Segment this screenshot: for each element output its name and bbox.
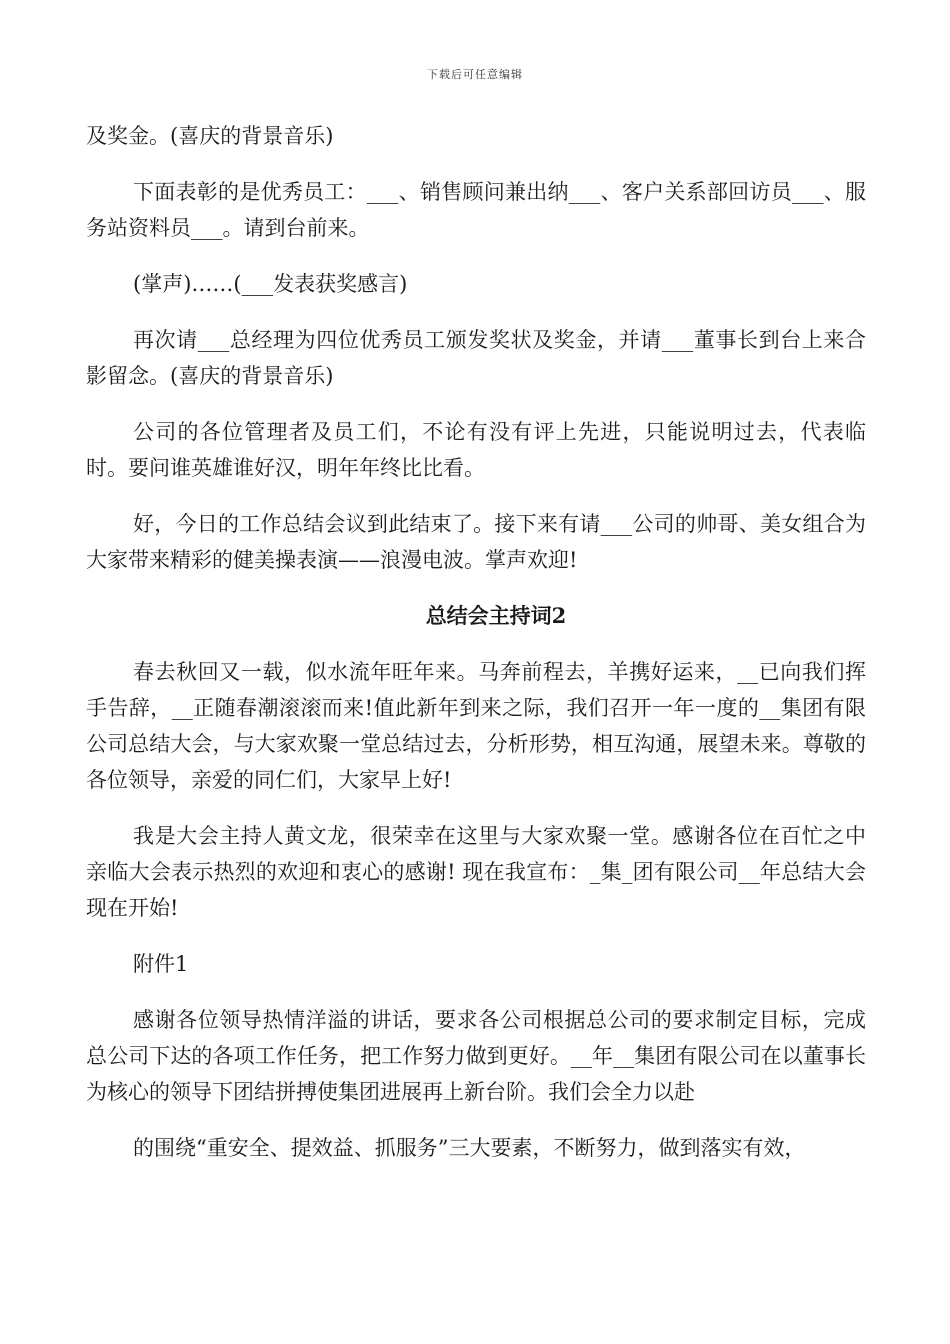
document-body bbox=[86, 118, 866, 1186]
attachment-label: 附件1 bbox=[133, 952, 189, 976]
paragraph: 再次请___总经理为四位优秀员工颁发奖状及奖金，并请___董事长到台上来合影留念。(喜庆的背景音乐) bbox=[86, 328, 866, 388]
paragraph: 下面表彰的是优秀员工：___、销售顾问兼出纳___、客户关系部回访员___、服务站资料员___。请到台前来。 bbox=[86, 180, 866, 240]
paragraph: 好，今日的工作总结会议到此结束了。接下来有请___公司的帅哥、美女组合为大家带来精彩的健美操表演——浪漫电波。掌声欢迎! bbox=[86, 512, 866, 572]
paragraph: 春去秋回又一载，似水流年旺年来。马奔前程去，羊携好运来，__已向我们挥手告辞，__正随春潮滚滚而来!值此新年到来之际，我们召开一年一度的__集团有限公司总结大会，与大家欢聚一堂总结过去，分析形势，相互沟通，展望未来。尊敬的各位领导，亲爱的同仁们，大家早上好! bbox=[86, 660, 866, 792]
paragraph: (掌声)……(___发表获奖感言) bbox=[133, 272, 408, 296]
paragraph: 公司的各位管理者及员工们，不论有没有评上先进，只能说明过去，代表临时。要问谁英雄谁好汉，明年年终比比看。 bbox=[86, 420, 866, 480]
paragraph: 及奖金。(喜庆的背景音乐) bbox=[86, 124, 334, 148]
paragraph: 的围绕“重安全、提效益、抓服务”三大要素，不断努力，做到落实有效， bbox=[133, 1136, 806, 1160]
header-note: 下载后可任意编辑 bbox=[427, 68, 523, 81]
paragraph: 我是大会主持人黄文龙，很荣幸在这里与大家欢聚一堂。感谢各位在百忙之中亲临大会表示热烈的欢迎和衷心的感谢! 现在我宣布：_集_团有限公司__年总结大会现在开始! bbox=[86, 824, 866, 920]
section-title: 总结会主持词2 bbox=[425, 603, 567, 628]
paragraph: 感谢各位领导热情洋溢的讲话，要求各公司根据总公司的要求制定目标，完成总公司下达的各项工作任务，把工作努力做到更好。__年__集团有限公司在以董事长为核心的领导下团结拼搏使集团进展再上新台阶。我们会全力以赴 bbox=[86, 1008, 866, 1104]
